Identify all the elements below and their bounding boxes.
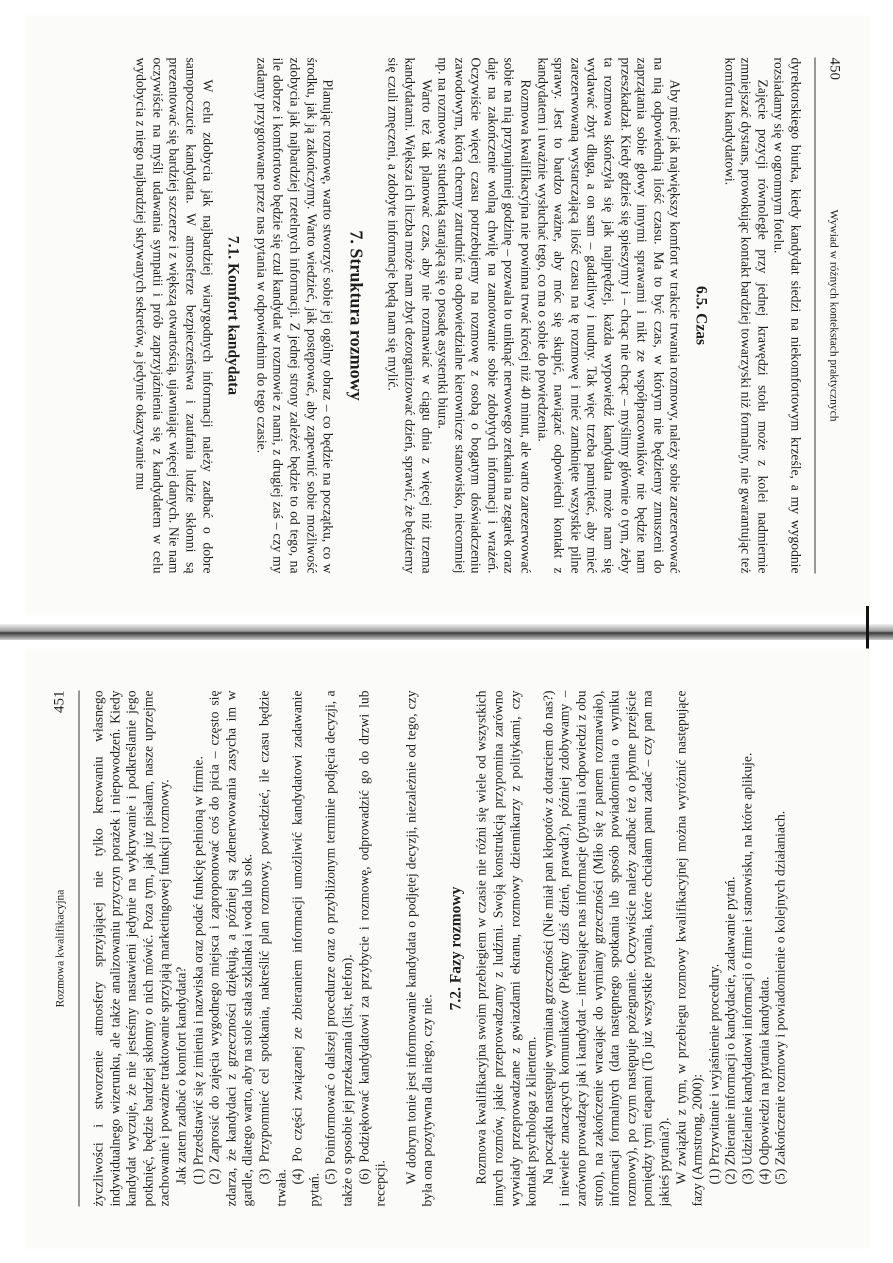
- paragraph: Rozmowa kwalifikacyjna swoim przebiegiem w czasie nie różni się wiele od wszystkich innych rozmów, jakie przeprowadzamy z ludźmi. Swoją konstrukcją przypomina zarówno wywiady przeprowadzane z gwiazdami ekranu, rozmowy dziennikarzy z politykami, czy kontakt psychologa z klientem.: [473, 690, 539, 1207]
- paragraph: Planując rozmowę, warto stworzyć sobie jej ogólny obraz – co będzie na początku, co w środku, jak ją zakończymy. Warto wiedzieć, jak postępować, aby zapewnić sobie możliwość zdobycia jak najbardziej rzetelnych informacji. Z jednej strony zależeć będzie to od tego, na ile dobrze i komfortowo będzie się czuł kandydat w rozmowie z nami, z drugiej zaś – czy my zadamy przygotowane przez nas pytania w odpowiednim do tego czasie.: [253, 57, 336, 574]
- list-item: (6) Podziękować kandydatowi za przybycie i rozmowę, odprowadzić go do drzwi lub recepcji.: [355, 690, 388, 1207]
- paragraph: Rozmowa kwalifikacyjna nie powinna trwać krócej niż 40 minut, ale warto zarezerwować sobie na nią przynajmniej godzinę – pozwala to uniknąć nerwowego zerkania na zegarek oraz daje na zakończenie wolną chwilę na zanotowanie sobie zdobytych informacji i wrażeń. Oczywiście więcej czasu potrzebujemy na rozmowę z osobą o bogatym doświadczeniu zawodowym, którą chcemy zatrudnić na odpowiedzialne kierownicze stanowisko, niecomniej np. na rozmowę ze studentką starającą się o posadę asystentki biura.: [435, 57, 534, 574]
- page-451: [24, 649, 869, 1249]
- paragraph: W celu zdobycia jak najbardziej wiarygodnych informacji należy zadbać o dobre samopoczucie kandydata. W atmosferze bezpieczeństwa i zaufania ludzie skłonni są prezentować się bardziej szczerze i z większą otwartością, ujawniając więcej danych. Nie nam oczywiście na myśli udawania sympatii i prób zaprzyjaźnienia się z kandydatem w celu wydobycia z niego najbardziej skrywanych sekretów, a jedynie okazywanie mu: [133, 57, 215, 574]
- paragraph: Warto też tak planować czas, aby nie rozmawiać w ciągu dnia z więcej niż trzema kandydatami. Większa ich liczba może nam zbyt dezorganizować dzień, sprawić, że będziemy się czuli zmęczeni, a zdobyte informacje będą nam się mylić.: [385, 57, 434, 574]
- page-number: 451: [51, 690, 67, 713]
- list-item: (1) Przedstawić się z imienia i nazwiska oraz podać funkcję pełnioną w firmie.: [189, 756, 205, 1185]
- list-item: (3) Przypomnieć cel spotkania, nakreślić plan rozmowy, powiedzieć, ile czasu będzie trwała.: [255, 690, 288, 1207]
- section-heading-7-1: 7.1. Komfort kandydata: [224, 235, 242, 396]
- page-body: [90, 691, 849, 1207]
- paragraph: dyrektorskiego biurka, kiedy kandydat siedzi na niekomfortowym krześle, a my wygodnie rozsiadamy się w ogromnym fotelu.: [771, 57, 803, 574]
- list-item: (4) Po części związanej ze zbieraniem informacji umożliwić kandydatowi zadawanie pytań.: [289, 690, 321, 1207]
- list-item: (4) Odpowiedzi na pytania kandydata.: [755, 976, 771, 1185]
- list-item: (5) Poinformować o dalszej procedurze oraz o przybliżonym terminie podjęcia decyzji, a także o sposobie jej przekazania (list, telefon).: [322, 690, 354, 1207]
- list-item: (1) Przywitanie i wyjaśnienie procedury.: [705, 963, 721, 1185]
- list-item: (3) Udzielanie kandydatowi informacji o firmie i stanowisku, na które aplikuje.: [738, 752, 754, 1185]
- paragraph: Zajęcie pozycji równoległe przy jednej krawędzi stołu może z kolei nadmiernie zmniejszać dystans, prowokując kontakt bardziej towarzyski niż formalny, nie gwarantując też komfortu kandydatowi.: [721, 57, 770, 574]
- chapter-heading-7: 7. Struktura rozmowy: [345, 230, 366, 401]
- page-header: [814, 58, 845, 574]
- page-header: [48, 691, 79, 1207]
- page-body: [44, 58, 803, 574]
- running-head: Wywiad w różnych kontekstach praktycznych: [827, 209, 839, 422]
- paragraph: Aby mieć jak największy komfort w trakcie trwania rozmowy, należy sobie zarezerwować na nią odpowiednią ilość czasu. Ma to być czas, w którym nie będziemy zmuszeni do zaprzątania sobie głowy innymi sprawami i nikt ze współpracowników nie będzie nam przeszkadzał. Kiedy gdzieś się spieszymy i – chcąc nie chcąc – myślimy głównie o tym, żeby ta rozmowa skończyła się jak najprędzej, każda wypowiedź kandydata może nam się wydawać zbyt długa, a on sam – gadatliwy i nudny. Tak więc trzeba pamiętać, aby mieć zarezerwowaną wystarczającą ilość czasu na tę rozmowę i mieć zamknięte wszystkie pilne sprawy. Jest to bardzo ważne, aby móc się skupić, nawiązać odpowiedni kontakt z kandydatem i uważnie wysłuchać tego, co ma o sobie do powiedzenia.: [534, 57, 683, 574]
- list-item: (2) Zaprosić do zajęcia wygodnego miejsca i zaproponować coś do picia – często się zdarza, że kandydaci z grzeczności dziękują, a później są zdenerwowania zasycha im w gardle, dlatego warto, aby na stole stała szklanka i woda lub sok.: [206, 690, 255, 1207]
- paragraph: Na początku następuje wymiana grzeczności (Nie miał pan kłopotów z dotarciem do nas?) i niewiele znaczących komunikatów (Piękny dziś dzień, prawda?), później zdobywamy – zarówno prowadzący jak i kandydat – interesujące nas informacje (pytania i odpowiedzi z obu stron), na zakończenie wracając do wymiany grzeczności (Miło się z panem rozmawiało), informacji formalnych (data następnego spotkania lub sposób powiadomienia o wyniku rozmowy), po czym następuje pożegnanie. Oczywiście należy zadbać też o płynne przejście pomiędzy tymi etapami (To już wszystkie pytania, które chciałam panu zadać – czy pan ma jakieś pytania?).: [539, 690, 671, 1207]
- list-item: (5) Zakończenie rozmowy i powiadomienie o kolejnych działaniach.: [772, 810, 788, 1185]
- page-number: 450: [826, 57, 842, 80]
- bottom-page-region: [0, 633, 893, 1263]
- page-450: [24, 16, 869, 616]
- running-head: Rozmowa kwalifikacyjna: [54, 889, 66, 1008]
- paragraph: W związku z tym, w przebiegu rozmowy kwalifikacyjnej można wyróżnić następujące fazy (Armstrong, 2000):: [672, 690, 705, 1207]
- top-page-region: [0, 0, 893, 630]
- paragraph: W dobrym tonie jest informowanie kandydata o podjętej decyzji, niezależnie od tego, czy była ona pozytywna dla niego, czy nie.: [402, 690, 435, 1207]
- paragraph: Jak zatem zadbać o komfort kandydata?: [172, 966, 188, 1185]
- paragraph: życzliwości i stworzenie atmosfery sprzyjającej nie tylko kreowaniu własnego indywidualnego wizerunku, ale także analizowaniu przyczyn porażek i niepowodzeń. Kiedy kandydat wyczuje, że nie jesteśmy nastawieni jedynie na wykrywanie i podkreślanie jego potknięć, będzie bardziej skłonny o nich mówić. Poza tym, jak już pisałam, nasze uprzejme zachowanie i poważne traktowanie sprzyjają marketingowej funkcji rozmowy.: [90, 690, 172, 1207]
- list-item: (2) Zbieranie informacji o kandydacie, zadawanie pytań.: [722, 876, 738, 1185]
- section-heading-6-5: 6.5. Czas: [692, 286, 710, 345]
- section-heading-7-2: 7.2. Fazy rozmowy: [446, 886, 464, 1011]
